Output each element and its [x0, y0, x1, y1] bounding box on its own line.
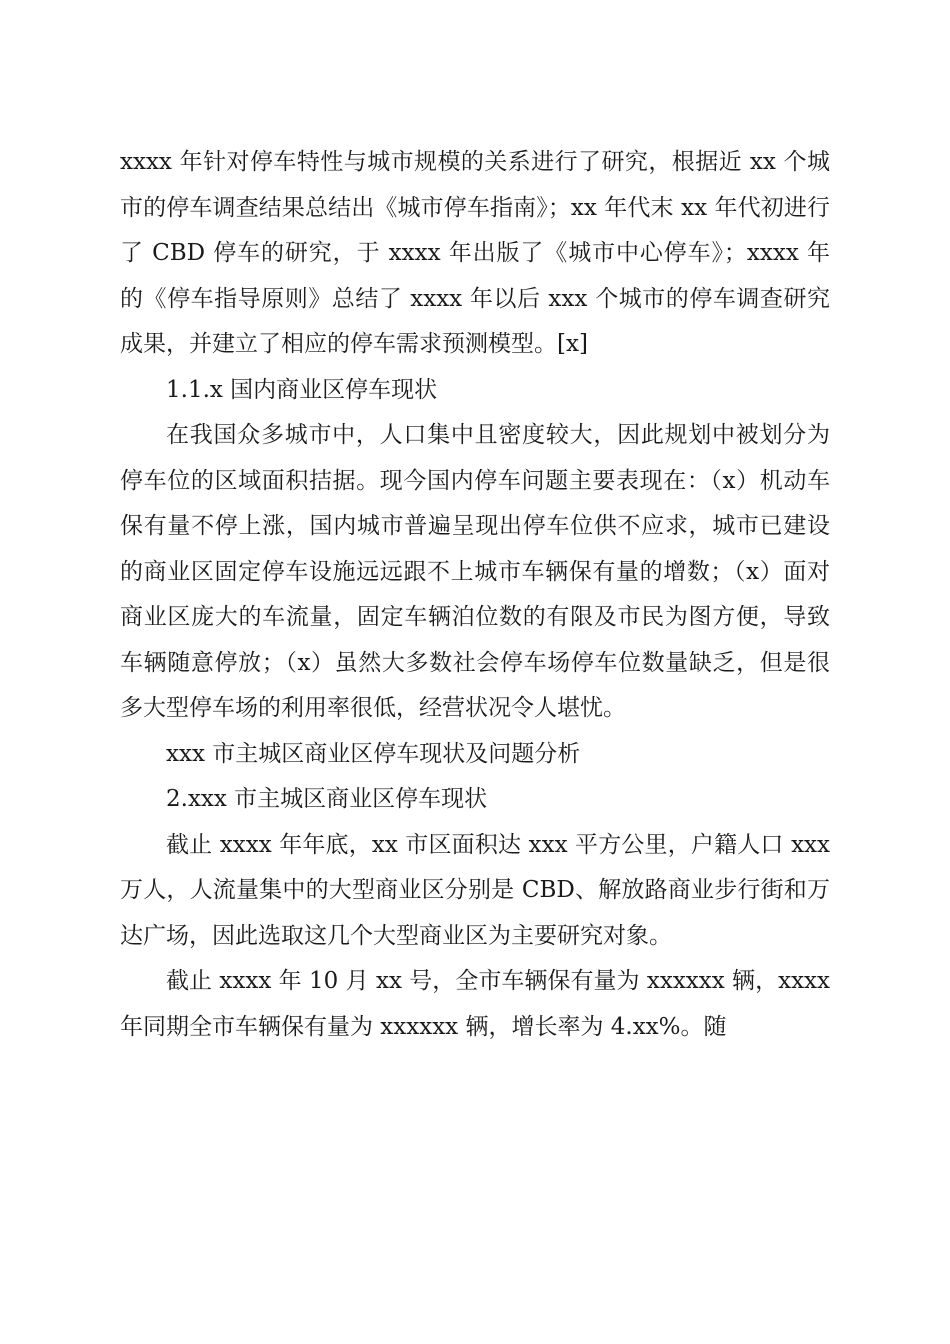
paragraph-domestic-problems: 在我国众多城市中，人口集中且密度较大，因此规划中被划分为停车位的区域面积拮据。现今国内停车问题主要表现在：（x）机动车保有量不停上涨，国内城市普遍呈现出停车位供不应求，城市已建设的商业区固定停车设施远远跟不上城市车辆保有量的增数；（x）面对商业区庞大的车流量，固定车辆泊位数的有限及市民为图方便，导致车辆随意停放；（x）虽然大多数社会停车场停车位数量缺乏，但是很多大型停车场的利用率很低，经营状况令人堪忧。: [120, 422, 830, 721]
document-body: [120, 140, 830, 1050]
paragraph-foreign-research: xxxx 年针对停车特性与城市规模的关系进行了研究，根据近 xx 个城市的停车调查结果总结出《城市停车指南》；xx 年代末 xx 年代初进行了 CBD 停车的研究，于 xxxx 年出版了《城市中心停车》；xxxx 年的《停车指导原则》总结了 xxxx 年以后 xxx 个城市的停车调查研究成果，并建立了相应的停车需求预测模型。[x]: [120, 149, 830, 357]
section-heading-domestic-status: 1.1.x 国内商业区停车现状: [166, 376, 438, 403]
paragraph-city-overview: 截止 xxxx 年年底，xx 市区面积达 xxx 平方公里，户籍人口 xxx 万人，人流量集中的大型商业区分别是 CBD、解放路商业步行街和万达广场，因此选取这几个大型商业区为主要研究对象。: [120, 831, 830, 949]
section-heading-city-analysis: xxx 市主城区商业区停车现状及问题分析: [166, 740, 581, 767]
section-heading-city-status: 2.xxx 市主城区商业区停车现状: [166, 786, 488, 812]
paragraph-vehicle-statistics: 截止 xxxx 年 10 月 xx 号，全市车辆保有量为 xxxxxx 辆，xxxx 年同期全市车辆保有量为 xxxxxx 辆，增长率为 4.xx%。随: [120, 968, 830, 1040]
